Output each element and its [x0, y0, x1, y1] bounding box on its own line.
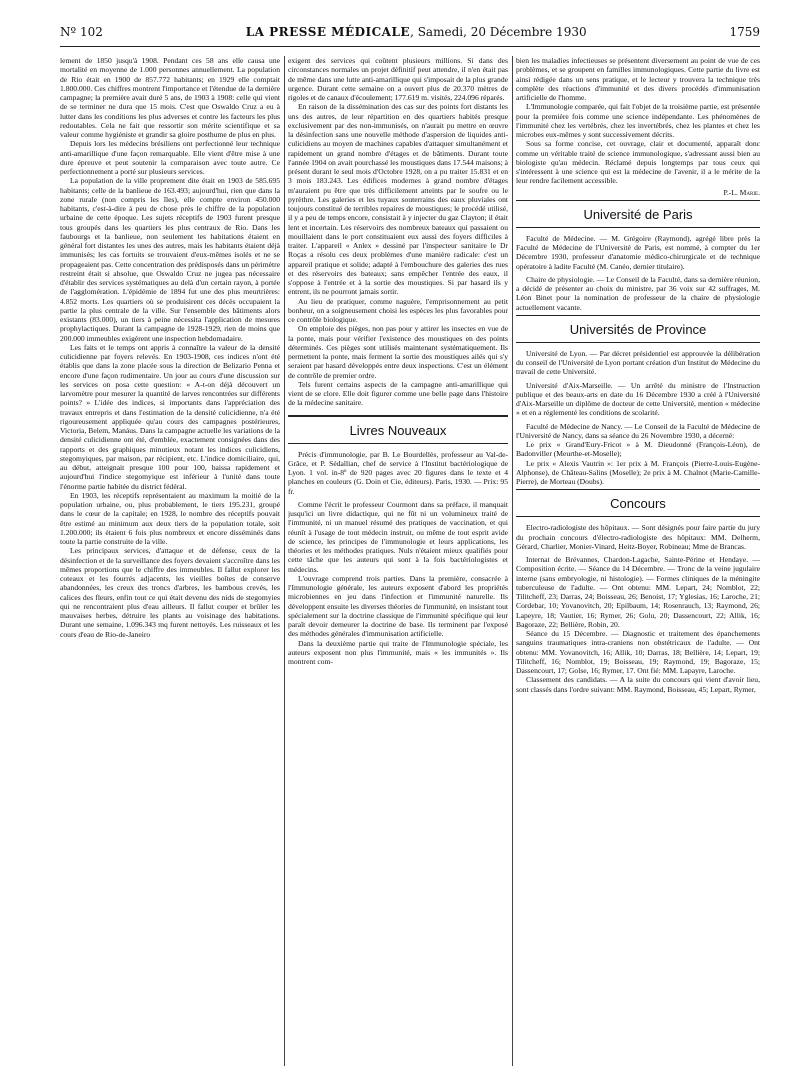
column-rule — [512, 56, 513, 1066]
article-paragraph: Au lieu de pratiquer, comme naguère, l'emprisonnement au petit bonheur, on a soigneusement choisi les espèces les plus favorables pour ce contrôle biologique. — [288, 296, 508, 324]
section-title-province: Universités de Province — [516, 315, 760, 343]
article-paragraph: Sous sa forme concise, cet ouvrage, clair et documenté, apparaît donc comme un véritable traité de science immunologique, s'adressant aussi bien au biologiste qu'au médecin. Réclamé depuis longtemps par tous ceux qui s'intéressent à une science qui est la médecine de l'avenir, il a le mérite de la leur rendre facilement accessible. — [516, 139, 760, 186]
article-paragraph: L'Immunologie comparée, qui fait l'objet de la troisième partie, est présentée pour la première fois comme une science indépendante. Les phénomènes de l'immunité chez les vertébrés, chez les invertébrés, chez les plantes et chez les microbes eux-mêmes y sont successivement décrits. — [516, 102, 760, 139]
news-item: Université d'Aix-Marseille. — Un arrêté du ministre de l'Instruction publique et des beaux-arts en date du 16 Décembre 1930 a créé à l'Université d'Aix-Marseille un diplôme de docteur de cette Université, mention « médecine » et en a réglementé les conditions de scolarité. — [516, 380, 760, 418]
author-signature: P.-L. Marie. — [723, 187, 760, 197]
article-paragraph: L'ouvrage comprend trois parties. Dans la première, consacrée à l'Immunologie générale, les auteurs exposent d'abord les propriétés microbiennes en jeu dans l'infection et l'immunité naturelle. Ils développent ensuite les diverses théories de l'immunité, en insistant tout spécialement sur la doctrine classique de l'immunité spécifique qui leur paraît devoir demeurer la doctrine de base. Ils terminent par l'exposé des méthodes générales d'immunisation artificielle. — [288, 573, 508, 639]
section-title-paris: Université de Paris — [516, 200, 760, 228]
article-paragraph: Les faits et le temps ont appris à connaître la valeur de la densité culicidienne par foyers relevés. En 1903-1908, ces indices n'ont été établis que dans la zone placée sous la direction de Belizario Penna et encore d'une façon rudimentaire. Un jour au cours d'une discussion sur les services on posa cette question: « A-t-on déjà découvert un larvomètre pour mesurer la quantité de larves rencontrées sur différents points? » L'idée des indices, si importants dans l'appréciation des travaux entrepris et dans l'estimation de la densité culicidienne, n'a été rigoureusement appliquée qu'au cours des campagnes postérieures, Victoria, Belem, Manáus. Dans la campagne actuelle les variations de la densité culicidienne ont été, d'emblée, exactement consignées dans des rapports et des graphiques minutieux notant les indices culicidiens, stegomyiques, par maison, par récipient, etc. L'indice domiciliaire, qui, au début, atteignait presque 100 pour 100, baissa rapidement et aujourd'hui l'indice stegomyique est inférieur à l'unité dans toute l'énorme partie habitée du district fédéral. — [60, 342, 280, 491]
issue-number: Nº 102 — [60, 25, 103, 39]
article-paragraph: bien les maladies infectieuses se présentent diversement au point de vue de ces problèmes, et se groupent en familles immunologiques. Cette partie du livre est ainsi rédigée dans un sens pratique, et le lecteur y trouvera la technique très complète des réactions d'immunité et des divers procédés d'immunisation artificielle de l'homme. — [516, 56, 760, 102]
news-item: Chaire de physiologie. — Le Conseil de la Faculté, dans sa dernière réunion, a décidé de présenter au choix du ministre, par 36 voix sur 42 suffrages, M. Léon Binet pour la nomination de professeur de la chaire de physiologie actuellement vacante. — [516, 274, 760, 312]
page-header — [60, 22, 760, 42]
article-paragraph: exigent des services qui coûtent plusieurs millions. Si dans des circonstances normales un projet définitif peut attendre, il n'en était pas de même dans une lutte anti-amarillique qui s'imposait de la plus grande urgence. Durant cette semaine on a ouvert plus de 20.370 mètres de rigoles et de canaux d'écoulement; 177.619 m. visités, 224.096 réparés. — [288, 56, 508, 102]
article-paragraph: En 1903, les réceptifs représentaient au maximum la moitié de la population urbaine, ou, plus probablement, le tiers 195.231, groupé dans le cœur de la capitale; en 1928, le nombre des réceptifs pouvait être estimé au minimum aux deux tiers de la population totale, soit 1.200.000; ils étaient 6 fois plus nombreux et encore disséminés dans toute la partie construite de la ville. — [60, 490, 280, 546]
column-rule — [284, 56, 285, 1066]
news-item: Classement des candidats. — A la suite du concours qui vient d'avoir lieu, sont classés dans l'ordre suivant: MM. Raymond, Boisseau, 45; Lepart, Rymer, — [516, 675, 760, 694]
news-item: Le prix « Alexis Vautrin »: 1er prix à M. François (Pierre-Louis-Eugène-Alphonse), de Château-Salins (Moselle); 2e prix à M. Chalnot (Marie-Camille-Pierre), de Morteau (Doubs). — [516, 458, 760, 486]
article-paragraph: On emploie des pièges, non pas pour y attirer les insectes en vue de la ponte, mais pour vérifier l'existence des moustiques en des points déterminés. Ces pièges sont utilisés maintenant systématiquement. Ils permettent la ponte, mais ferment la sortie des moustiques ailés qui s'y seraient par hasard développés entre deux inspections. C'est un élément de contrôle de premier ordre. — [288, 324, 508, 380]
news-item: Internat de Brévannes, Chardon-Lagache, Sainte-Périne et Hendaye. — Composition écrite. — Séance du 14 Décembre. — Tronc de la veine jugulaire interne (sans embryologie, ni histologie). — Formes cliniques de la méningite tuberculeuse de l'adulte. — Ont obtenu: MM. Lepart, 24; Nomblot, 22; Tilitcheff, 23; Darras, 24; Boisseau, 26; Benoist, 17; Yglesias, 16; Laroche, 21; Cordebar, 10; Yovanovitch, 20; Epilbaum, 14; Rosenrauch, 13; Raymond, 26; Lapeyre, 18; Vautier, 16; Rymer, 26; Golu, 20; Dassencourt, 22; Allik, 16; Bagoraze, 22; Bellière, Robin, 20. — [516, 555, 760, 629]
article-paragraph: Comme l'écrit le professeur Courmont dans sa préface, il manquait jusqu'ici un livre didactique, qui ne fût ni un volumineux traité de l'immunité, ni un manuel résumé des pratiques de vaccination, et qui réunît à l'usage de tout médecin instruit, ou même de tout esprit avide de science, les principes de l'immunologie et leurs applications, les théories et les méthodes pratiques. Nuls n'étaient mieux qualifiés pour cette tâche que les auteurs qui sont à la fois bactériologistes et médecins. — [288, 499, 508, 574]
article-paragraph: Tels furent certains aspects de la campagne anti-amarillique qui vient de se clore. Elle doit figurer comme une belle page dans l'histoire de la médecine sanitaire. — [288, 379, 508, 408]
column-3 — [516, 56, 760, 1070]
news-item: Le prix « Grand'Eury-Fricot » à M. Dieudonné (François-Léon), de Badonviller (Meurthe-et-Moselle); — [516, 440, 760, 459]
page-number: 1759 — [729, 25, 760, 39]
news-item: Séance du 15 Décembre. — Diagnostic et traitement des épanchements sanguins traumatiques intra-craniens non obstétricaux de l'adulte. — Ont obtenu: MM. Yovanovitch, 16; Allik, 10; Darras, 18; Bellière, 14; Lepart, 19; Tilitcheff, 16; Nomblot, 19; Boisseau, 19; Raymond, 19; Bagoraze, 15; Dassencourt, 17; Golse, 16; Rymer, 17. Ont fié: MM. Lapayre, Laroche. — [516, 629, 760, 675]
news-item: Université de Lyon. — Par décret présidentiel est approuvée la délibération du conseil de l'Université de Lyon portant création d'un Institut de Médecine du travail de cette Université. — [516, 348, 760, 377]
article-paragraph: Les principaux services, d'attaque et de défense, ceux de la désinfection et de la surveillance des foyers devaient s'accroître dans les mêmes proportions que le chiffre des immeubles. Il fallut explorer les coteaux et les fourrés adjacents, les vieilles boîtes de conserve abandonnées, les creux des troncs d'arbres, les bambous crevés, les calices des fleurs, enfin tout ce qui était devenu des nids de stegomyies qui ne rencontraient plus d'eau ailleurs. Il fallut couper et brûler les mauvaises herbes, détruire les plants au voisinage des habitations. Durant une semaine, 1.096.343 mq furent nettoyés. Les ruisseaux et les cours d'eau de Rio-de-Janeiro — [60, 546, 280, 639]
news-item: Faculté de Médecine de Nancy. — Le Conseil de la Faculté de Médecine de l'Université de Nancy, dans sa séance du 26 Novembre 1930, a décerné: — [516, 421, 760, 440]
section-title-livres: Livres Nouveaux — [288, 415, 508, 444]
header-rule — [60, 46, 760, 47]
news-item: Faculté de Médecine. — M. Grégoire (Raymond), agrégé libre près la Faculté de Médecine de l'Université de Paris, est nommé, à compter du 1er Décembre 1930, professeur d'anatomie médico-chirurgicale et de technique opératoire à ladite Faculté (M. Canéo, dernier titulaire). — [516, 233, 760, 271]
article-paragraph: Depuis lors les médecins brésiliens ont perfectionné leur technique anti-amarillique d'une façon remarquable. Elle vient d'être mise à une dure épreuve et peut soutenir la comparaison avec toute autre. Ce perfectionnement a porté sur plusieurs services. — [60, 139, 280, 176]
section-title-concours: Concours — [516, 489, 760, 517]
masthead — [246, 25, 587, 39]
article-paragraph: Dans la deuxième partie qui traite de l'Immunologie spéciale, les auteurs exposent non plus l'immunité, mais « les immunités ». Ils montrent com- — [288, 638, 508, 666]
column-1 — [60, 56, 280, 1070]
book-review-reference: Précis d'immunologie, par B. Le Bourdellès, professeur au Val-de-Grâce, et P. Sédallian, chef de service à l'Institut bactériologique de Lyon. 1 vol. in-8º de 920 pages avec 20 figures dans le texte et 4 planches en couleurs (G. Doin et Cie, éditeurs). Paris, 1930. — Prix: 95 fr. — [288, 449, 508, 496]
article-paragraph: La population de la ville proprement dite était en 1903 de 585.695 habitants; celle de la banlieue de 163.493; aujourd'hui, rien que dans la zone rurale (non compris les îles), elle compte environ 450.000 habitants, c'est-à-dire à peu de chose près le chiffre de la population urbaine de cette époque. Les sujets réceptifs de 1903 furent presque tous groupés dans les quartiers les plus centraux de Rio. Dans les faubourgs et la banlieue, non seulement les habitations étaient en général fort distantes les unes des autres, mais les habitants étaient déjà immunisés; les cas fortuits se trouvaient d'eux-mêmes isolés et ne se propageaient pas. Cette concentration des prédisposés dans un périmètre restreint était si absolue, que Oswaldo Cruz ne jugea pas nécessaire d'établir des services systématiques au delà d'un certain rayon, à portée de l'agglomération. L'épidémie de 1894 fut une des plus meurtrières: 4.852 morts. Les quartiers où se produisirent ces décès occupaient la partie la plus centrale de la ville. Sur l'ensemble des bâtiments alors existants (83.000), un tiers à peine nécessita l'application de mesures prophylactiques. Durant la campagne de 1928-1929, rien de moins que 200.000 immeubles exigèrent une inspection hebdomadaire. — [60, 176, 280, 343]
journal-title: LA PRESSE MÉDICALE — [245, 25, 411, 39]
column-2 — [288, 56, 508, 1070]
issue-date: , Samedi, 20 Décembre 1930 — [410, 25, 587, 39]
news-item: Electro-radiologiste des hôpitaux. — Sont désignés pour faire partie du jury du prochain concours d'électro-radiologiste des hôpitaux: MM. Delherm, Gérard, Charlier, Monier-Vinard, Heitz-Boyer, Robineau; Mme de Brancas. — [516, 523, 760, 551]
article-paragraph: En raison de la dissémination des cas sur des points fort distants les uns des autres, de leur répartition en des quartiers habités presque exclusivement par des non-immunisés, on n'aurait pu mettre en œuvre la désinfection sans une nouvelle méthode d'aspersion de liquides anti-culicidiens au moyen de machines capables d'attaquer simultanément et rapidement un grand nombre d'étages et de bâtiments. Durant toute l'année 1904 on avait pourchassé les moustiques dans 17.544 maisons; à présent durant le seul mois d'Octobre 1928, on a pu traiter 15.831 et en 3 mois 183.243. Les édifices modernes à grand nombre d'étages m'auraient pu être que très difficilement atteints par le soufre ou le pyrèthre. Les galeries et les tuyaux souterrains des eaux pluviales ont toujours constitué de terribles repaires de moustiques; le procédé utilisé, il y a peu de temps encore, consistait à y injecter du gaz Clayton; il était lent et incertain. Les réservoirs des nombreux bateaux qui passaient ou mouillaient dans le port constituaient eux aussi des foyers difficiles à traiter. L'appareil « Anlex » dessiné par l'inspecteur sanitaire le Dr Roças a résolu ces deux problèmes d'une manière radicale: c'est un appareil pratique et solide; adapté à l'embouchure des galeries des rues et des réservoirs des bateaux; sans empêcher l'entrée des eaux, il s'oppose à l'entrée et à la sortie des moustiques. Si par hasard ils y entrent, ils ne pourront jamais sortir. — [288, 102, 508, 297]
article-paragraph: lement de 1850 jusqu'à 1908. Pendant ces 58 ans elle causa une mortalité en moyenne de 1.000 personnes annuellement. La population de Rio était en 1900 de 857.772 habitants; en 1929 elle comptait 1.800.000. Ces chiffres montrent l'importance et l'étendue de la dernière campagne; la première avait duré 5 ans, de 1903 à 1908: celle qui vient de se terminer ne dura que 15 mois. C'est que Oswaldo Cruz a eu à lutter dans les conditions les plus adverses et contre les facteurs les plus redoutables. Cela ne fait que ressortir son mérite scientifique et sa valeur comme hygiéniste et grandir sa gloire posthume de plus en plus. — [60, 56, 280, 139]
